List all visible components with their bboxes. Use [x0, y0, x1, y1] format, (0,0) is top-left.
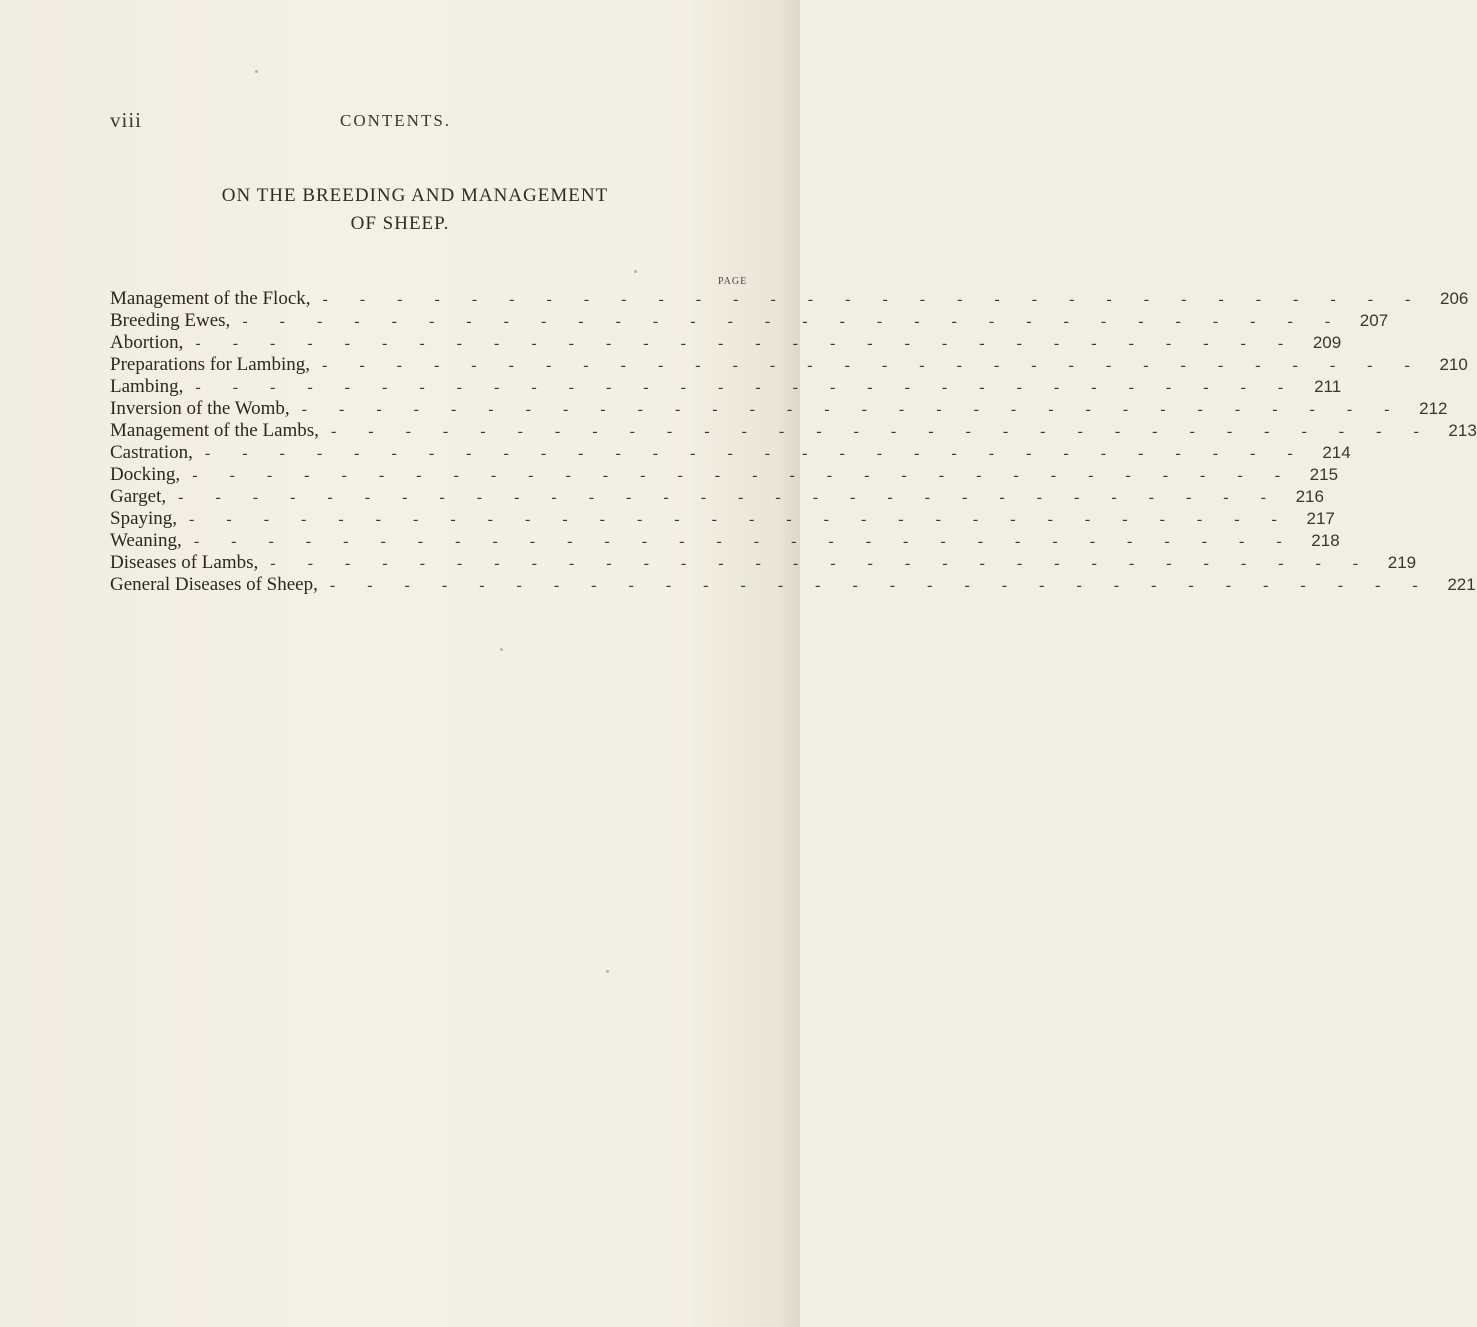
toc-entry-title: Management of the Lambs, [110, 420, 319, 441]
toc-dot-leader: - - - - - - - - - - - - - - - - - - - - - - - - - - - - - - [301, 401, 1404, 418]
toc-entry [110, 574, 1476, 596]
toc-dot-leader: - - - - - - - - - - - - - - - - - - - - - - - - - - - - - - [329, 577, 1432, 594]
toc-entry [110, 376, 1342, 398]
toc-dot-leader: - - - - - - - - - - - - - - - - - - - - - - - - - - - - - - [189, 511, 1291, 528]
toc-entry-page: 217 [1306, 509, 1335, 528]
paper-speck [255, 70, 258, 73]
running-head [0, 108, 800, 138]
toc-entry-page: 213 [1448, 421, 1477, 440]
toc-dot-leader: - - - - - - - - - - - - - - - - - - - - - - - - - - - - - - [193, 533, 1296, 550]
toc-entry-page: 211 [1314, 377, 1342, 396]
toc-entry [110, 420, 1477, 442]
toc-entry-title: Docking, [110, 464, 181, 485]
toc-entry-title: Abortion, [110, 332, 184, 353]
toc-dot-leader: - - - - - - - - - - - - - - - - - - - - - - - - - - - - - - [321, 357, 1424, 374]
toc-entry [110, 288, 1469, 310]
toc-dot-leader: - - - - - - - - - - - - - - - - - - - - - - - - - - - - - - [270, 555, 1373, 572]
toc-dot-leader: - - - - - - - - - - - - - - - - - - - - - - - - - - - - - - [178, 489, 1280, 506]
toc-entry [110, 508, 1335, 530]
toc-entry-page: 215 [1309, 465, 1339, 484]
toc-entry [110, 310, 1389, 332]
toc-dot-leader: - - - - - - - - - - - - - - - - - - - - - - - - - - - - - - [204, 445, 1307, 462]
toc-entry-title: Castration, [110, 442, 193, 463]
toc-entry [110, 464, 1339, 486]
toc-entry-page: 219 [1387, 553, 1417, 572]
toc-dot-leader: - - - - - - - - - - - - - - - - - - - - - - - - - - - - - - [242, 313, 1345, 330]
toc-entry [110, 442, 1351, 464]
toc-entry-page: 206 [1439, 289, 1469, 308]
section-title-line-1: ON THE BREEDING AND MANAGEMENT [221, 185, 609, 206]
toc-entry-title: Diseases of Lambs, [110, 552, 259, 573]
page-column-label: PAGE [718, 276, 748, 287]
toc-entry [110, 398, 1448, 420]
toc-dot-leader: - - - - - - - - - - - - - - - - - - - - - - - - - - - - - - [330, 423, 1433, 440]
paper-speck [634, 270, 637, 273]
toc-entry-title: Breeding Ewes, [110, 310, 231, 331]
paper-speck [500, 648, 503, 651]
toc-dot-leader: - - - - - - - - - - - - - - - - - - - - - - - - - - - - - - [192, 467, 1295, 484]
toc-entry [110, 552, 1417, 574]
toc-dot-leader: - - - - - - - - - - - - - - - - - - - - - - - - - - - - - - [322, 291, 1425, 308]
toc-entry [110, 486, 1324, 508]
toc-entry-title: Inversion of the Womb, [110, 398, 290, 419]
toc-entry-page: 221 [1447, 575, 1476, 594]
toc-entry-page: 218 [1311, 531, 1340, 550]
toc-entry-title: Management of the Flock, [110, 288, 311, 309]
toc-entry-title: Lambing, [110, 376, 184, 397]
paper-speck [606, 970, 609, 973]
toc-entry-title: General Diseases of Sheep, [110, 574, 318, 595]
toc-entry-page: 214 [1322, 443, 1351, 462]
toc-entry [110, 332, 1342, 354]
section-title [0, 182, 800, 238]
toc-entry-title: Preparations for Lambing, [110, 354, 310, 375]
toc-entry-page: 209 [1312, 333, 1342, 352]
toc-entry [110, 530, 1340, 552]
running-title: CONTENTS. [340, 111, 452, 130]
toc-entry-title: Spaying, [110, 508, 178, 529]
toc-entry [110, 354, 1468, 376]
toc-entry-title: Garget, [110, 486, 167, 507]
toc-entry-title: Weaning, [110, 530, 182, 551]
toc-entry-page: 216 [1295, 487, 1324, 506]
table-of-contents [110, 288, 1477, 596]
toc-entry-page: 210 [1439, 355, 1468, 374]
toc-entry-page: 212 [1419, 399, 1448, 418]
toc-dot-leader: - - - - - - - - - - - - - - - - - - - - - - - - - - - - - - [195, 335, 1298, 352]
toc-entry-page: 207 [1359, 311, 1389, 330]
toc-dot-leader: - - - - - - - - - - - - - - - - - - - - - - - - - - - - - - [195, 379, 1298, 396]
section-title-line-2: OF SHEEP. [350, 213, 450, 234]
page-number: viii [110, 108, 143, 132]
